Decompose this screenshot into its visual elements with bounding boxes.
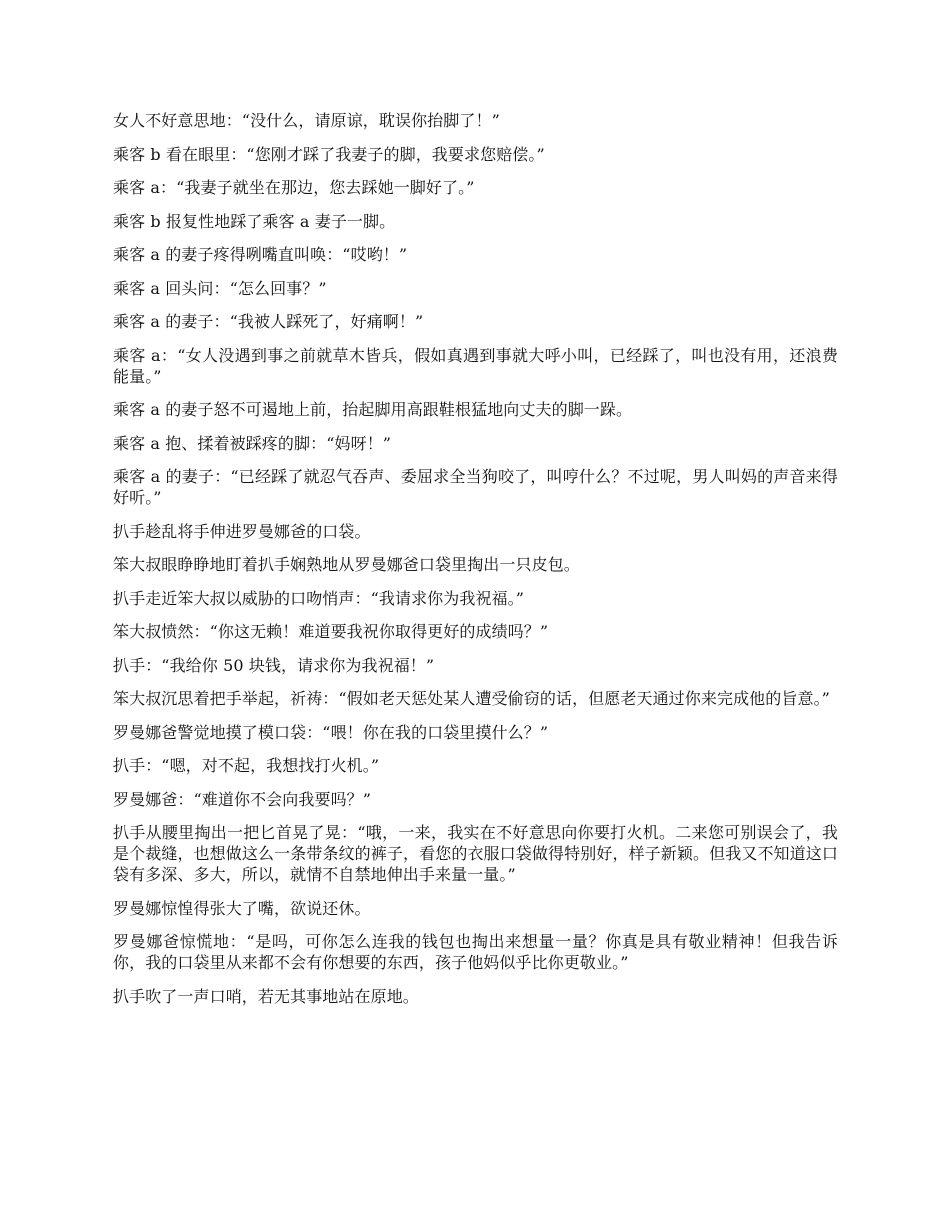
paragraph: 乘客 b 报复性地踩了乘客 a 妻子一脚。 (113, 211, 396, 231)
paragraph: 乘客 a 的妻子怒不可遏地上前，抬起脚用高跟鞋根猛地向丈夫的脚一跺。 (113, 400, 633, 419)
paragraph: 笨大叔眼睁睁地盯着扒手娴熟地从罗曼娜爸口袋里掏出一只皮包。 (113, 555, 580, 574)
paragraph: 笨大叔沉思着把手举起，祈祷：“假如老天惩处某人遭受偷窃的话，但愿老天通过你来完成他的旨意。” (113, 689, 830, 708)
paragraph: 乘客 a 的妻子疼得咧嘴直叫唤：“哎哟！” (113, 245, 408, 264)
paragraph: 乘客 a 回头问：“怎么回事？” (113, 278, 327, 298)
paragraph: 罗曼娜爸：“难道你不会向我要吗？” (113, 789, 372, 809)
paragraph: 乘客 a 的妻子：“已经踩了就忍气吞声、委屈求全当狗咬了，叫哼什么？不过呢，男人叫妈的声音来得好听。” (113, 467, 838, 507)
document-body (113, 110, 838, 1019)
paragraph: 扒手：“嗯，对不起，我想找打火机。” (113, 756, 380, 775)
paragraph: 女人不好意思地：“没什么，请原谅，耽误你抬脚了！” (113, 111, 500, 130)
paragraph: 扒手吹了一声口哨，若无其事地站在原地。 (113, 986, 419, 1006)
paragraph: 罗曼娜爸惊慌地：“是吗，可你怎么连我的钱包也掏出来想量一量？你真是具有敬业精神！但我告诉你，我的口袋里从来都不会有你想要的东西，孩子他妈似乎比你更敬业。” (113, 932, 838, 972)
paragraph: 笨大叔愤然：“你这无赖！难道要我祝你取得更好的成绩吗？” (113, 622, 549, 641)
paragraph: 乘客 a：“我妻子就坐在那边，您去踩她一脚好了。” (113, 178, 475, 197)
paragraph: 乘客 a 的妻子：“我被人踩死了，好痛啊！” (113, 312, 424, 331)
paragraph: 扒手走近笨大叔以威胁的口吻悄声：“我请求你为我祝福。” (113, 588, 525, 608)
paragraph: 扒手从腰里掏出一把匕首晃了晃：“哦，一来，我实在不好意思向你要打火机。二来您可别误会了，我是个裁缝，也想做这么一条带条纹的裤子，看您的衣服口袋做得特别好，样子新颖。但我又不知道这口袋有多深、多大，所以，就情不自禁地伸出手来量一量。” (113, 823, 838, 884)
paragraph: 罗曼娜爸警觉地摸了模口袋：“喂！你在我的口袋里摸什么？” (113, 722, 549, 742)
paragraph: 乘客 a：“女人没遇到事之前就草木皆兵，假如真遇到事就大呼小叫，已经踩了，叫也没有用，还浪费能量。” (113, 345, 838, 386)
paragraph: 扒手：“我给你 50 块钱，请求你为我祝福！” (113, 655, 435, 675)
paragraph: 扒手趁乱将手伸进罗曼娜爸的口袋。 (113, 521, 371, 541)
paragraph: 乘客 a 抱、揉着被踩疼的脚：“妈呀！” (113, 433, 392, 453)
paragraph: 罗曼娜惊惶得张大了嘴，欲说还休。 (113, 898, 371, 918)
paragraph: 乘客 b 看在眼里：“您刚才踩了我妻子的脚，我要求您赔偿。” (113, 144, 545, 164)
